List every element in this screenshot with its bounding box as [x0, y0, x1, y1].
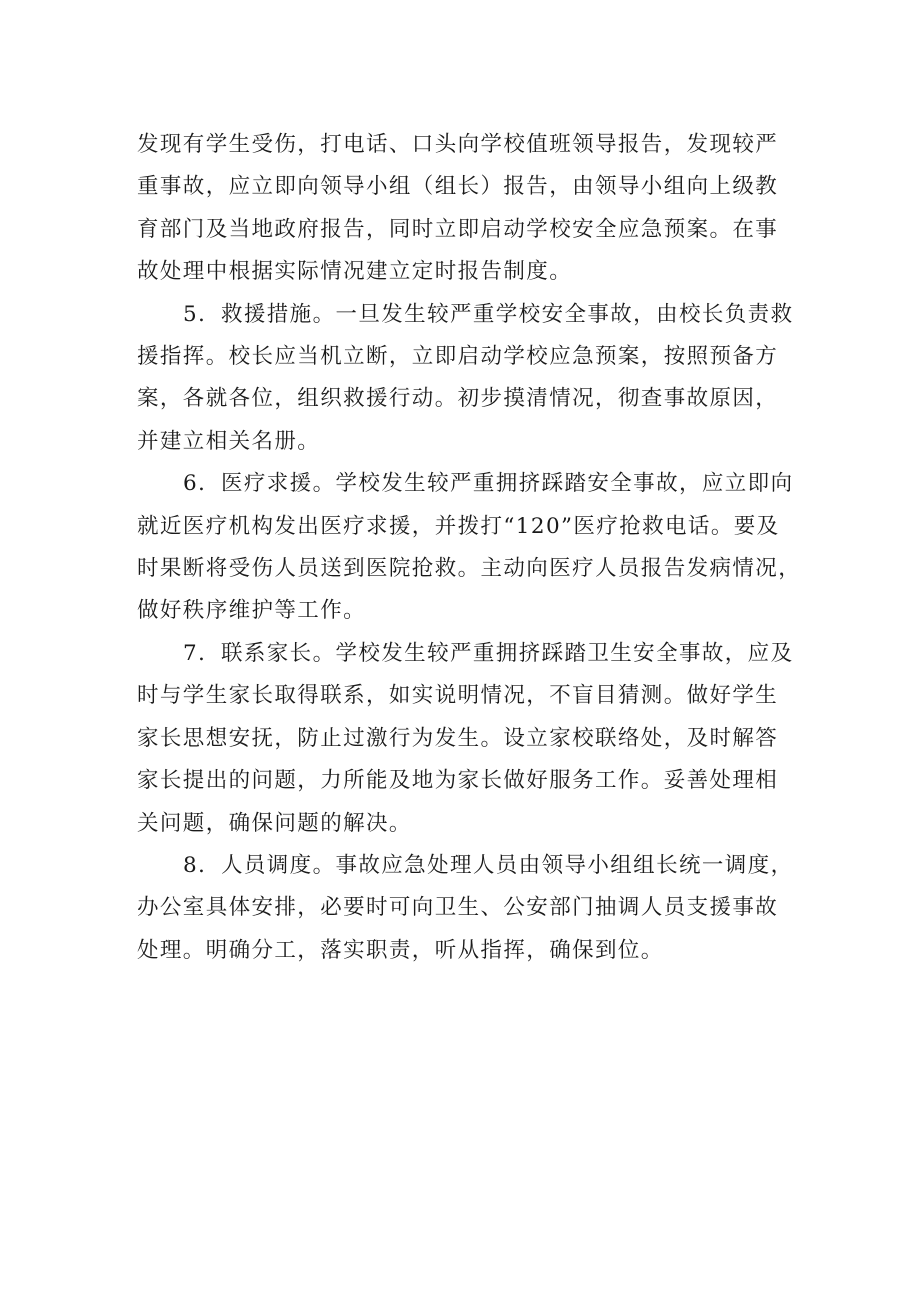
paragraph-parents — [137, 633, 797, 845]
text-line: 做好秩序维护等工作。 — [137, 598, 367, 624]
paragraph-report — [137, 124, 797, 294]
text-line: 时与学生家长取得联系，如实说明情况，不盲目猜测。做好学生 — [137, 683, 779, 709]
text-line: 重事故，应立即向领导小组（组长）报告，由领导小组向上级教 — [137, 174, 779, 200]
text-line: 就近医疗机构发出医疗求援，并拨打“120”医疗抢救电话。要及 — [137, 513, 780, 539]
paragraph-medical — [137, 463, 802, 633]
text-line: 5．救援措施。一旦发生较严重学校安全事故，由校长负责救 — [183, 301, 794, 327]
text-line: 关问题，确保问题的解决。 — [137, 810, 412, 836]
text-line: 发现有学生受伤，打电话、口头向学校值班领导报告，发现较严 — [137, 132, 779, 157]
text-line: 家长提出的问题，力所能及地为家长做好服务工作。妥善处理相 — [137, 768, 779, 794]
text-line: 8．人员调度。事故应急处理人员由领导小组组长统一调度， — [183, 852, 794, 878]
text-line: 办公室具体安排，必要时可向卫生、公安部门抽调人员支援事故 — [137, 895, 779, 921]
text-line: 案，各就各位，组织救援行动。初步摸清情况，彻查事故原因， — [137, 386, 779, 412]
text-line: 7．联系家长。学校发生较严重拥挤踩踏卫生安全事故，应及 — [183, 640, 794, 666]
body-text — [137, 124, 802, 972]
text-line: 故处理中根据实际情况建立定时报告制度。 — [137, 259, 573, 285]
text-line: 时果断将受伤人员送到医院抢救。主动向医疗人员报告发病情况， — [137, 556, 802, 582]
text-line: 援指挥。校长应当机立断，立即启动学校应急预案，按照预备方 — [137, 344, 779, 370]
text-line: 家长思想安抚，防止过激行为发生。设立家校联络处，及时解答 — [137, 725, 779, 751]
text-line: 并建立相关名册。 — [137, 428, 321, 454]
text-line: 6．医疗求援。学校发生较严重拥挤踩踏安全事故，应立即向 — [183, 471, 794, 497]
paragraph-staffing — [137, 845, 797, 972]
text-line: 育部门及当地政府报告，同时立即启动学校安全应急预案。在事 — [137, 216, 779, 242]
text-line: 处理。明确分工，落实职责，听从指挥，确保到位。 — [137, 937, 664, 963]
paragraph-rescue — [137, 294, 797, 464]
